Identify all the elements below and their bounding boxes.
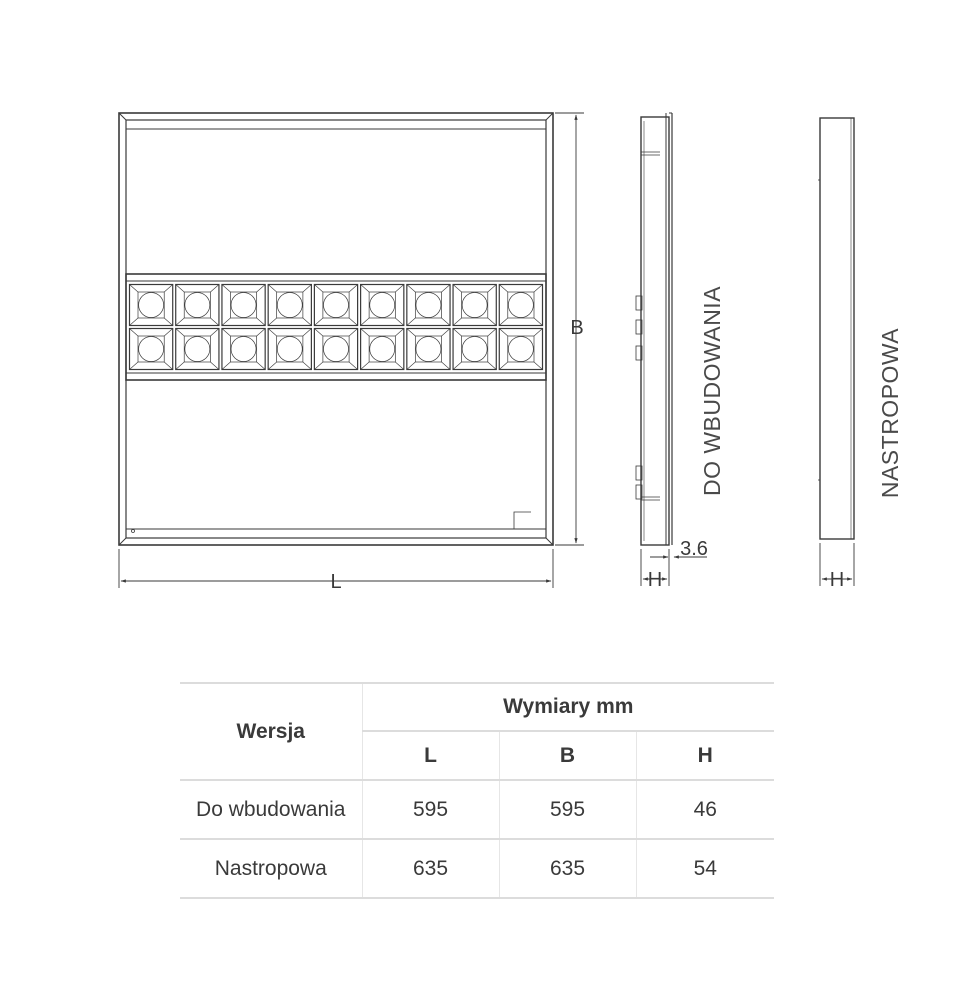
louvre-cell	[361, 285, 404, 326]
row-L: 595	[362, 780, 499, 839]
louvre-cell	[361, 329, 404, 370]
louvre-cell	[222, 329, 265, 370]
front-view	[119, 113, 553, 545]
louvre-cell	[130, 285, 173, 326]
dimension-H-recessed-label: H	[647, 569, 663, 591]
column-header-H: H	[636, 731, 774, 780]
side-view-surface	[818, 118, 854, 539]
louvre-cell	[453, 329, 496, 370]
side-view-surface-label: NASTROPOWA	[877, 327, 903, 499]
row-B: 635	[499, 839, 636, 898]
louvre-cell	[314, 329, 357, 370]
louvre-cell	[176, 329, 219, 370]
row-B: 595	[499, 780, 636, 839]
dimension-H-surface-label: H	[829, 569, 845, 591]
dimension-offset-label: 3.6	[680, 538, 708, 560]
row-H: 54	[636, 839, 774, 898]
version-header: Wersja	[180, 683, 362, 780]
louvre-cell	[268, 329, 311, 370]
side-view-recessed-label: DO WBUDOWANIA	[699, 285, 725, 497]
column-header-B: B	[499, 731, 636, 780]
row-version: Nastropowa	[180, 839, 362, 898]
louvre-cell	[499, 329, 542, 370]
louvre-cell	[499, 285, 542, 326]
louvre-cell	[314, 285, 357, 326]
louvre-cell	[130, 329, 173, 370]
dimensions-header: Wymiary mm	[362, 683, 774, 731]
louvre-cell	[407, 329, 450, 370]
column-header-L: L	[362, 731, 499, 780]
table-row	[180, 839, 774, 898]
dimension-L-label: L	[330, 571, 342, 593]
table-row	[180, 780, 774, 839]
dimension-B-label: B	[570, 317, 584, 339]
louvre-cell	[222, 285, 265, 326]
side-view-recessed	[636, 113, 672, 545]
louvre-grid	[130, 285, 543, 370]
louvre-band	[126, 274, 546, 380]
louvre-cell	[268, 285, 311, 326]
louvre-cell	[453, 285, 496, 326]
row-H: 46	[636, 780, 774, 839]
louvre-cell	[176, 285, 219, 326]
dimensions-table	[180, 682, 774, 899]
row-L: 635	[362, 839, 499, 898]
louvre-cell	[407, 285, 450, 326]
row-version: Do wbudowania	[180, 780, 362, 839]
